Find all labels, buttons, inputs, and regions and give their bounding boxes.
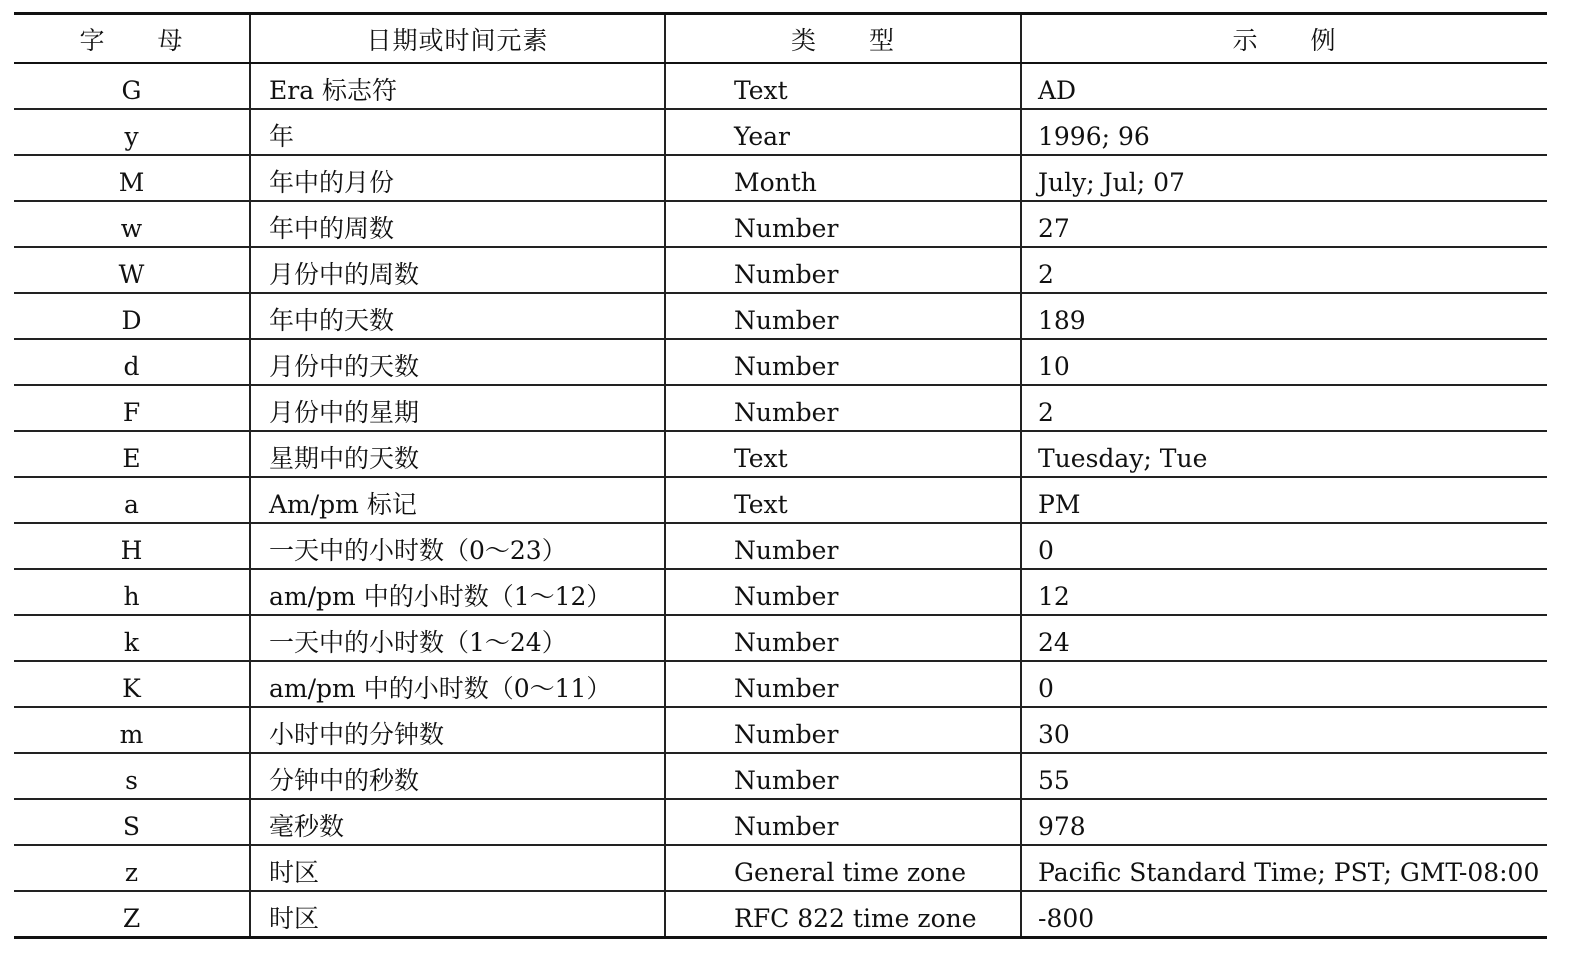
cell-example: July; Jul; 07	[1021, 155, 1547, 201]
cell-element: 一天中的小时数（0～23）	[250, 523, 665, 569]
cell-type: Number	[665, 615, 1021, 661]
cell-element: am/pm 中的小时数（1～12）	[250, 569, 665, 615]
cell-letter: z	[14, 845, 250, 891]
cell-type: Number	[665, 753, 1021, 799]
cell-example: 2	[1021, 385, 1547, 431]
cell-element: Era 标志符	[250, 63, 665, 109]
cell-example: 189	[1021, 293, 1547, 339]
cell-letter: Z	[14, 891, 250, 937]
cell-letter: D	[14, 293, 250, 339]
header-element: 日期或时间元素	[250, 14, 665, 64]
cell-element: 时区	[250, 845, 665, 891]
cell-element: 一天中的小时数（1～24）	[250, 615, 665, 661]
table-row	[14, 201, 1547, 247]
cell-element: 分钟中的秒数	[250, 753, 665, 799]
cell-element: 年中的周数	[250, 201, 665, 247]
cell-element: 月份中的周数	[250, 247, 665, 293]
cell-type: General time zone	[665, 845, 1021, 891]
cell-letter: F	[14, 385, 250, 431]
cell-type: RFC 822 time zone	[665, 891, 1021, 937]
cell-example: 1996; 96	[1021, 109, 1547, 155]
table-row	[14, 247, 1547, 293]
cell-example: 10	[1021, 339, 1547, 385]
cell-letter: G	[14, 63, 250, 109]
table-row	[14, 753, 1547, 799]
cell-example: 27	[1021, 201, 1547, 247]
cell-type: Number	[665, 339, 1021, 385]
cell-type: Number	[665, 385, 1021, 431]
cell-type: Text	[665, 477, 1021, 523]
cell-example: 0	[1021, 661, 1547, 707]
cell-example: 30	[1021, 707, 1547, 753]
cell-element: 年	[250, 109, 665, 155]
cell-type: Number	[665, 569, 1021, 615]
table-row	[14, 707, 1547, 753]
table-row	[14, 891, 1547, 937]
cell-type: Number	[665, 293, 1021, 339]
cell-letter: w	[14, 201, 250, 247]
cell-letter: m	[14, 707, 250, 753]
header-row	[14, 14, 1547, 64]
date-format-table	[14, 12, 1547, 939]
table-row	[14, 799, 1547, 845]
table-header	[14, 14, 1547, 64]
table-body	[14, 63, 1547, 937]
cell-letter: d	[14, 339, 250, 385]
table-row	[14, 339, 1547, 385]
cell-element: 年中的月份	[250, 155, 665, 201]
cell-element: 毫秒数	[250, 799, 665, 845]
cell-example: AD	[1021, 63, 1547, 109]
table-row	[14, 615, 1547, 661]
cell-element: 年中的天数	[250, 293, 665, 339]
cell-element: Am/pm 标记	[250, 477, 665, 523]
cell-type: Year	[665, 109, 1021, 155]
table-row	[14, 569, 1547, 615]
table-row	[14, 385, 1547, 431]
cell-element: am/pm 中的小时数（0～11）	[250, 661, 665, 707]
table-row	[14, 293, 1547, 339]
table-row	[14, 109, 1547, 155]
table-row	[14, 431, 1547, 477]
cell-letter: y	[14, 109, 250, 155]
cell-element: 月份中的天数	[250, 339, 665, 385]
table-row	[14, 845, 1547, 891]
cell-letter: h	[14, 569, 250, 615]
cell-type: Number	[665, 201, 1021, 247]
table-row	[14, 661, 1547, 707]
header-example: 示 例	[1021, 14, 1547, 64]
cell-example: Pacific Standard Time; PST; GMT-08:00	[1021, 845, 1547, 891]
cell-type: Text	[665, 63, 1021, 109]
cell-type: Text	[665, 431, 1021, 477]
cell-example: 55	[1021, 753, 1547, 799]
cell-example: Tuesday; Tue	[1021, 431, 1547, 477]
cell-letter: K	[14, 661, 250, 707]
cell-type: Month	[665, 155, 1021, 201]
cell-example: 12	[1021, 569, 1547, 615]
cell-element: 月份中的星期	[250, 385, 665, 431]
cell-example: 978	[1021, 799, 1547, 845]
cell-example: PM	[1021, 477, 1547, 523]
cell-example: 2	[1021, 247, 1547, 293]
cell-element: 时区	[250, 891, 665, 937]
cell-type: Number	[665, 707, 1021, 753]
cell-type: Number	[665, 247, 1021, 293]
table-row	[14, 477, 1547, 523]
cell-letter: s	[14, 753, 250, 799]
cell-letter: H	[14, 523, 250, 569]
cell-example: 24	[1021, 615, 1547, 661]
cell-letter: a	[14, 477, 250, 523]
cell-letter: k	[14, 615, 250, 661]
table-row	[14, 63, 1547, 109]
table-row	[14, 523, 1547, 569]
cell-element: 星期中的天数	[250, 431, 665, 477]
cell-type: Number	[665, 523, 1021, 569]
cell-example: 0	[1021, 523, 1547, 569]
cell-letter: W	[14, 247, 250, 293]
cell-letter: S	[14, 799, 250, 845]
cell-type: Number	[665, 799, 1021, 845]
cell-type: Number	[665, 661, 1021, 707]
cell-letter: M	[14, 155, 250, 201]
header-type: 类 型	[665, 14, 1021, 64]
cell-letter: E	[14, 431, 250, 477]
cell-example: -800	[1038, 903, 1095, 933]
table-row	[14, 155, 1547, 201]
header-letter: 字 母	[14, 14, 250, 64]
cell-element: 小时中的分钟数	[250, 707, 665, 753]
